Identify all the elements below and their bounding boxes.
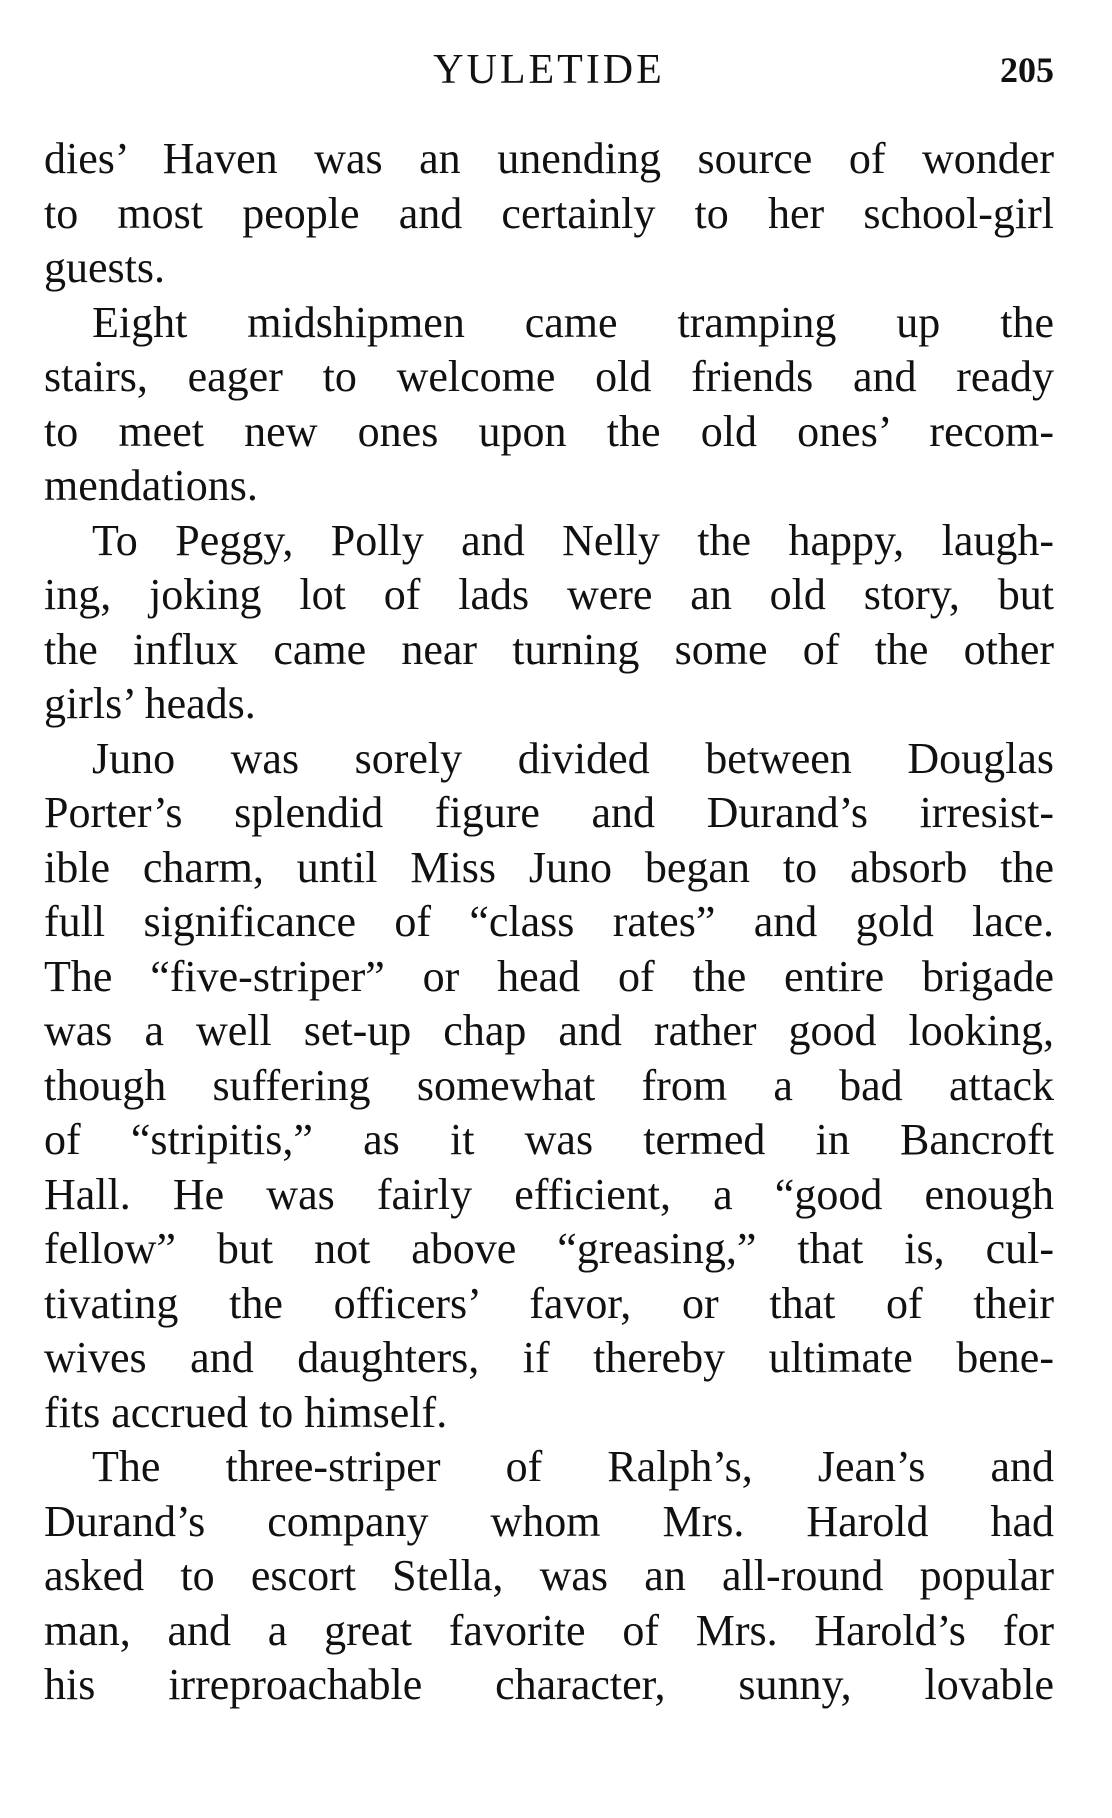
text-line: was a well set-up chap and rather good looking, [44,1006,1054,1055]
text-line: To Peggy, Polly and Nelly the happy, laugh- [92,515,1054,565]
text-line: the influx came near turning some of the other [44,624,1054,674]
page-number: 205 [1000,50,1054,90]
text-line: Eight midshipmen came tramping up the [92,297,1054,347]
text-line: Porter’s splendid figure and Durand’s irresist- [44,788,1054,837]
text-line: ible charm, until Miss Juno began to absorb the [44,842,1054,892]
paragraph [44,732,1054,1441]
paragraph [44,1440,1054,1713]
text-line: guests. [44,243,165,292]
text-line: fellow” but not above “greasing,” that is, cul- [44,1224,1054,1273]
running-head [44,40,1054,100]
text-line: to meet new ones upon the old ones’ recom- [44,406,1054,456]
text-line: man, and a great favorite of Mrs. Harold’s for [44,1605,1054,1655]
text-line: ing, joking lot of lads were an old story, but [44,570,1054,619]
text-line: his irreproachable character, sunny, lovable [44,1660,1054,1709]
text-line: of “stripitis,” as it was termed in Bancroft [44,1115,1054,1164]
text-line: asked to escort Stella, was an all-round popular [44,1551,1054,1600]
text-line: tivating the officers’ favor, or that of their [44,1278,1054,1328]
text-line: The three-striper of Ralph’s, Jean’s and [92,1442,1054,1491]
text-line: fits accrued to himself. [44,1387,448,1437]
text-line: Juno was sorely divided between Douglas [92,733,1054,783]
text-line: full significance of “class rates” and gold lace. [44,897,1054,946]
text-line: girls’ heads. [44,679,256,728]
body-text [44,132,1054,1713]
text-line: dies’ Haven was an unending source of wonder [44,134,1054,183]
text-line: stairs, eager to welcome old friends and ready [44,352,1054,401]
text-line: Durand’s company whom Mrs. Harold had [44,1496,1054,1546]
paragraph [44,296,1054,514]
text-line: though suffering somewhat from a bad attack [44,1060,1054,1110]
text-line: mendations. [44,461,258,510]
text-line: to most people and certainly to her school-girl [44,188,1054,238]
paragraph [44,514,1054,732]
paragraph [44,132,1054,296]
text-line: wives and daughters, if thereby ultimate bene- [44,1333,1054,1382]
running-title: YULETIDE [433,47,665,93]
text-line: The “five-striper” or head of the entire brigade [44,951,1054,1001]
text-line: Hall. He was fairly efficient, a “good enough [44,1169,1054,1219]
